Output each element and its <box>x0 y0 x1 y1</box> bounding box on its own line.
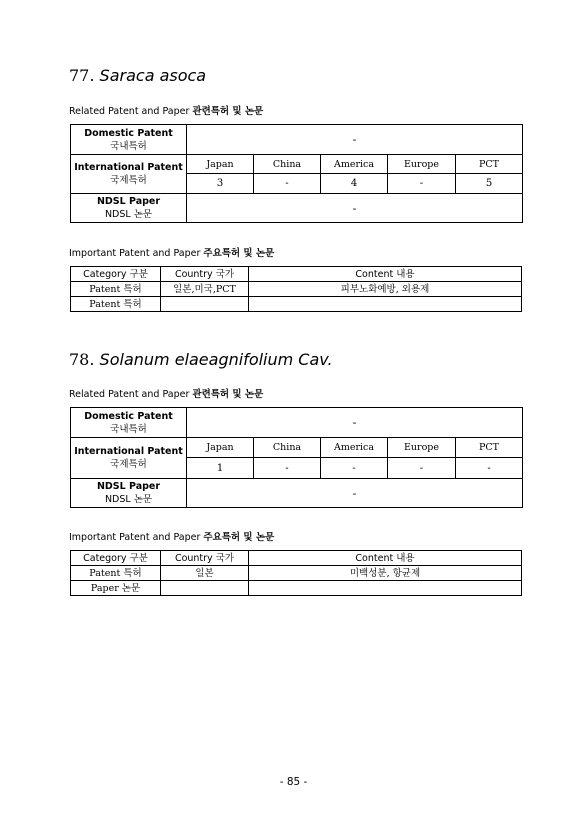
row-content: 미백성분, 항균제 <box>249 566 522 581</box>
col-country: Country 국가 <box>161 551 249 566</box>
row-content: 피부노화예방, 외용제 <box>249 282 522 297</box>
important-heading-en: Important Patent and Paper <box>69 248 201 259</box>
international-header-row <box>71 438 523 458</box>
section-77-title <box>69 67 206 85</box>
country-japan: Japan <box>187 155 254 174</box>
row-country: 일본 <box>161 566 249 581</box>
domestic-label-kr: 국내특허 <box>110 140 147 152</box>
ndsl-value: - <box>187 479 523 508</box>
country-america: America <box>321 438 388 458</box>
col-content: Content 내용 <box>249 551 522 566</box>
count-europe: - <box>388 458 456 479</box>
col-country: Country 국가 <box>161 267 249 282</box>
international-header-row <box>71 155 523 174</box>
country-japan: Japan <box>187 438 254 458</box>
table-row <box>71 581 522 596</box>
domestic-label: Domestic Patent <box>84 127 173 139</box>
count-america: - <box>321 458 388 479</box>
ndsl-row <box>71 479 523 508</box>
country-pct: PCT <box>456 438 523 458</box>
species-name: Saraca asoca <box>99 66 207 85</box>
row-category: Paper 논문 <box>71 581 161 596</box>
ndsl-value: - <box>187 194 523 223</box>
col-content: Content 내용 <box>249 267 522 282</box>
important-heading-en: Important Patent and Paper <box>69 532 201 543</box>
table-row <box>71 282 522 297</box>
ndsl-row <box>71 194 523 223</box>
international-label-cell <box>71 438 187 479</box>
important-heading <box>69 248 274 260</box>
count-pct: - <box>456 458 523 479</box>
section-78-title <box>69 351 333 369</box>
row-category: Patent 특허 <box>71 282 161 297</box>
count-america: 4 <box>321 174 388 194</box>
country-europe: Europe <box>388 438 456 458</box>
row-content <box>249 297 522 312</box>
international-label-cell <box>71 155 187 194</box>
domestic-label-cell <box>71 408 187 438</box>
related-heading-en: Related Patent and Paper <box>69 106 190 117</box>
row-country <box>161 581 249 596</box>
ndsl-label: NDSL Paper <box>96 196 161 207</box>
page-number: - 85 - <box>279 776 308 788</box>
international-label: International Patent <box>74 162 183 173</box>
related-heading-kr: 관련특허 및 논문 <box>192 106 264 117</box>
related-heading-en: Related Patent and Paper <box>69 389 190 400</box>
country-china: China <box>254 155 321 174</box>
ndsl-label-kr: NDSL 논문 <box>104 209 153 220</box>
count-europe: - <box>388 174 456 194</box>
domestic-value: - <box>187 125 523 155</box>
count-japan: 1 <box>187 458 254 479</box>
row-country: 일본,미국,PCT <box>161 282 249 297</box>
important-header-row <box>71 551 522 566</box>
row-content <box>249 581 522 596</box>
count-china: - <box>254 458 321 479</box>
ndsl-label-cell <box>71 479 187 508</box>
important-header-row <box>71 267 522 282</box>
row-country <box>161 297 249 312</box>
count-japan: 3 <box>187 174 254 194</box>
related-heading <box>69 389 263 401</box>
international-label-kr: 국제특허 <box>110 175 147 186</box>
international-label-kr: 국제특허 <box>110 459 147 470</box>
country-china: China <box>254 438 321 458</box>
domestic-value: - <box>187 408 523 438</box>
species-name: Solanum elaeagnifolium Cav. <box>99 350 333 369</box>
important-heading <box>69 532 274 544</box>
domestic-row <box>71 408 523 438</box>
count-pct: 5 <box>456 174 523 194</box>
ndsl-label: NDSL Paper <box>96 481 161 492</box>
related-heading <box>69 106 263 118</box>
col-category: Category 구분 <box>71 267 161 282</box>
count-china: - <box>254 174 321 194</box>
important-heading-kr: 주요특허 및 논문 <box>203 532 275 543</box>
ndsl-label-kr: NDSL 논문 <box>104 494 153 505</box>
table-row <box>71 566 522 581</box>
important-patent-table <box>70 266 522 312</box>
domestic-label: Domestic Patent <box>84 410 173 422</box>
related-patent-table <box>70 407 523 508</box>
important-patent-table <box>70 550 522 596</box>
country-pct: PCT <box>456 155 523 174</box>
country-europe: Europe <box>388 155 456 174</box>
international-label: International Patent <box>74 446 183 457</box>
col-category: Category 구분 <box>71 551 161 566</box>
domestic-label-kr: 국내특허 <box>110 423 147 435</box>
row-category: Patent 특허 <box>71 297 161 312</box>
domestic-row <box>71 125 523 155</box>
ndsl-label-cell <box>71 194 187 223</box>
related-patent-table <box>70 124 523 223</box>
row-category: Patent 특허 <box>71 566 161 581</box>
table-row <box>71 297 522 312</box>
country-america: America <box>321 155 388 174</box>
related-heading-kr: 관련특허 및 논문 <box>192 389 264 400</box>
important-heading-kr: 주요특허 및 논문 <box>203 248 275 259</box>
domestic-label-cell <box>71 125 187 155</box>
section-number: 77. <box>69 66 95 85</box>
section-number: 78. <box>69 350 95 369</box>
